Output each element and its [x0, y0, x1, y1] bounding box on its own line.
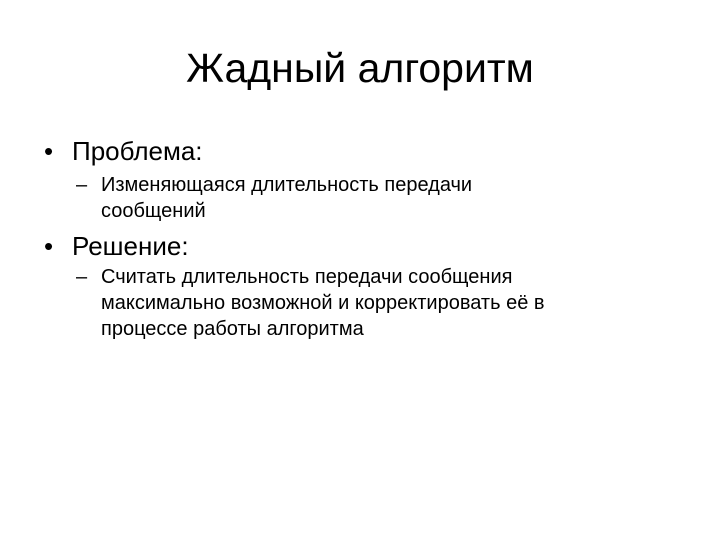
sub-item-line: Считать длительность передачи сообщения: [101, 266, 513, 288]
bullet-icon: •: [44, 136, 54, 166]
bullet-icon: •: [44, 231, 54, 261]
dash-icon: –: [76, 174, 88, 196]
sub-item-text: [101, 172, 676, 224]
bullet-label: Проблема:: [72, 136, 203, 166]
sub-item-line: сообщений: [101, 200, 206, 222]
sub-item-line: максимально возможной и корректировать её в: [101, 292, 545, 314]
sub-item-line: Изменяющаяся длительность передачи: [101, 174, 473, 196]
sub-item-line: процессе работы алгоритма: [101, 318, 364, 340]
dash-icon: –: [76, 266, 88, 288]
sub-item-text: [101, 264, 676, 342]
bullet-label: Решение:: [72, 231, 189, 261]
slide-title: Жадный алгоритм: [186, 45, 534, 91]
